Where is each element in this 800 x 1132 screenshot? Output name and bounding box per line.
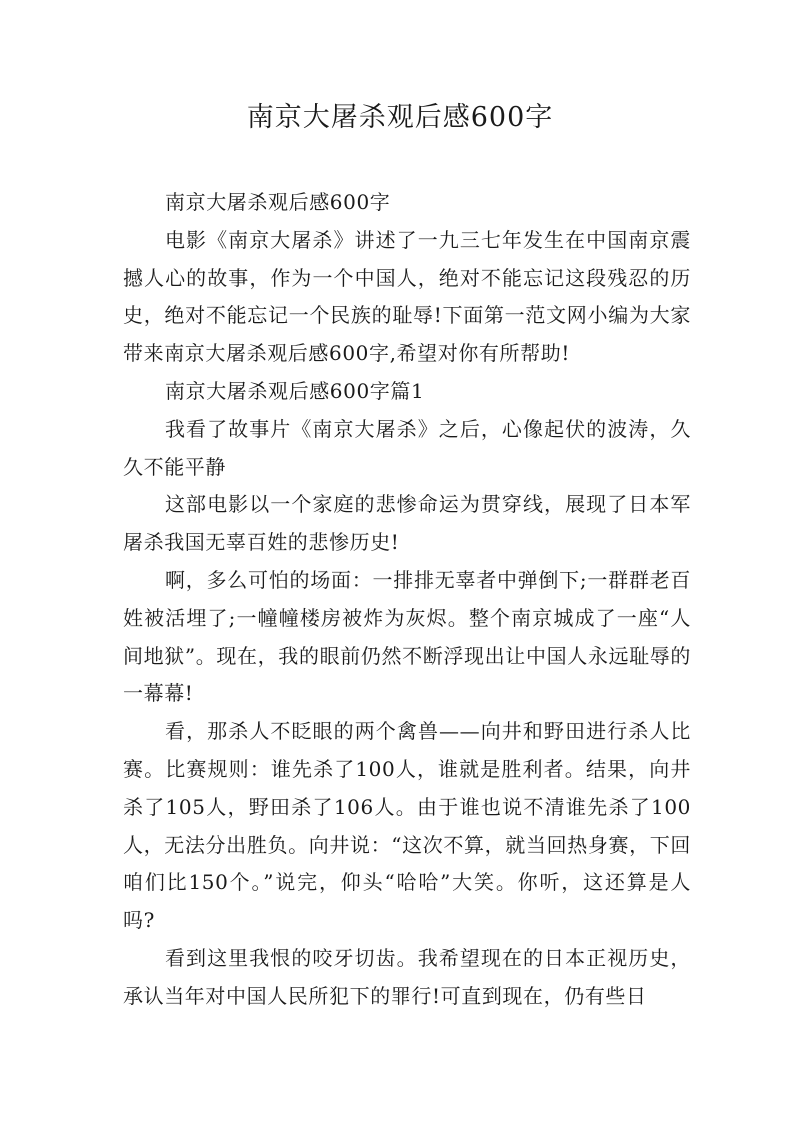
paragraph-section-heading: 南京大屠杀观后感600字篇1 (165, 378, 425, 403)
document-title: 南京大屠杀观后感600字 (246, 102, 554, 133)
paragraph: 我看了故事片《南京大屠杀》之后，心像起伏的波涛，久久不能平静 (123, 416, 691, 479)
paragraph: 啊，多么可怕的场面：一排排无辜者中弹倒下;一群群老百姓被活埋了;一幢幢楼房被炸为灰烬。整个南京城成了一座“人间地狱”。现在，我的眼前仍然不断浮现出让中国人永远耻辱的一幕幕! (123, 567, 691, 706)
paragraph: 看到这里我恨的咬牙切齿。我希望现在的日本正视历史，承认当年对中国人民所犯下的罪行!可直到现在，仍有些日 (123, 945, 691, 1008)
document-body (123, 184, 691, 1016)
paragraph: 这部电影以一个家庭的悲惨命运为贯穿线，展现了日本军屠杀我国无辜百姓的悲惨历史! (123, 492, 691, 555)
paragraph-intro: 电影《南京大屠杀》讲述了一九三七年发生在中国南京震撼人心的故事，作为一个中国人，绝对不能忘记这段残忍的历史，绝对不能忘记一个民族的耻辱!下面第一范文网小编为大家带来南京大屠杀观后感600字,希望对你有所帮助! (123, 227, 691, 366)
paragraph: 看，那杀人不眨眼的两个禽兽——向井和野田进行杀人比赛。比赛规则：谁先杀了100人，谁就是胜利者。结果，向井杀了105人，野田杀了106人。由于谁也说不清谁先杀了100人，无法分出胜负。向井说：“这次不算，就当回热身赛，下回咱们比150个。”说完，仰头“哈哈”大笑。你听，这还算是人吗? (123, 719, 691, 933)
paragraph-subtitle: 南京大屠杀观后感600字 (165, 190, 391, 214)
